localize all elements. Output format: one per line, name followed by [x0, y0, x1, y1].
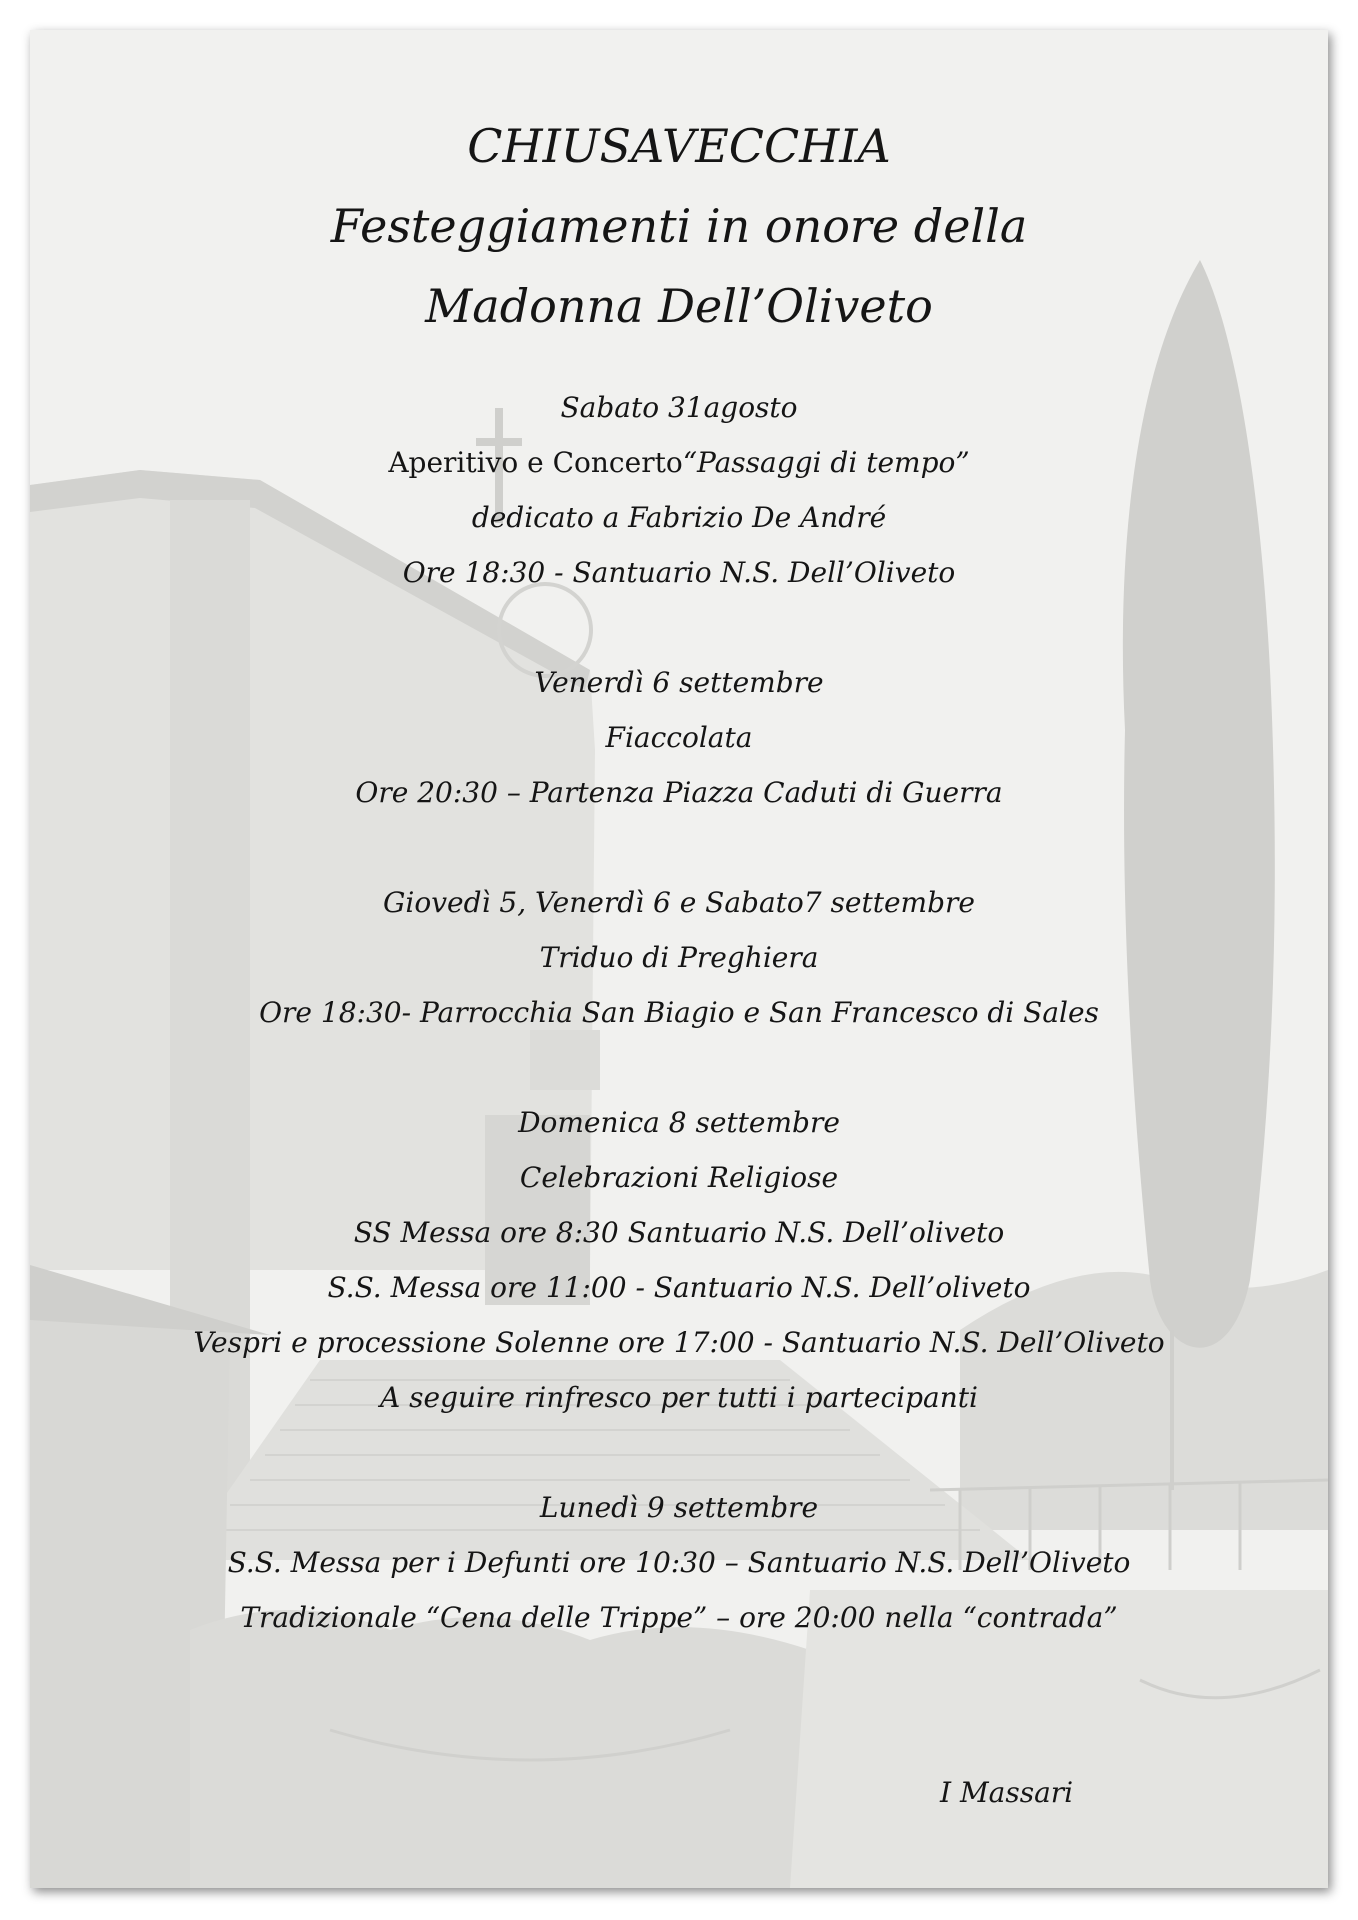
event1-time-place: Ore 18:30 - Santuario N.S. Dell’Oliveto	[402, 556, 956, 589]
event5-day: Lunedì 9 settembre	[539, 1491, 819, 1524]
event1-concert-prefix: Aperitivo e Concerto	[388, 446, 683, 479]
signature: I Massari	[940, 1776, 1074, 1809]
event3-days: Giovedì 5, Venerdì 6 e Sabato7 settembre	[383, 886, 975, 919]
event1-concert-title: “Passaggi di tempo”	[682, 446, 970, 479]
event4-mass-late-morning: S.S. Messa ore 11:00 - Santuario N.S. Dell’oliveto	[327, 1271, 1031, 1304]
event3-time-place: Ore 18:30- Parrocchia San Biagio e San Francesco di Sales	[259, 996, 1099, 1029]
event2-time-place: Ore 20:30 – Partenza Piazza Caduti di Guerra	[355, 776, 1003, 809]
event4-refreshment: A seguire rinfresco per tutti i partecipanti	[380, 1381, 978, 1414]
event4-vespers: Vespri e processione Solenne ore 17:00 - Santuario N.S. Dell’Oliveto	[193, 1326, 1165, 1359]
event1-dedication: dedicato a Fabrizio De André	[471, 501, 887, 534]
title-festivities: Festeggiamenti in onore della	[330, 199, 1028, 253]
event2-name: Fiaccolata	[605, 721, 753, 754]
poster-sheet	[30, 30, 1328, 1888]
event4-day: Domenica 8 settembre	[518, 1106, 840, 1139]
title-madonna: Madonna Dell’Oliveto	[425, 279, 933, 333]
title-town: CHIUSAVECCHIA	[467, 119, 891, 173]
event2-day: Venerdì 6 settembre	[534, 666, 824, 699]
event1-day: Sabato 31agosto	[560, 391, 798, 424]
event3-name: Triduo di Preghiera	[539, 941, 819, 974]
event4-name: Celebrazioni Religiose	[519, 1161, 839, 1194]
event5-dinner: Tradizionale “Cena delle Trippe” – ore 20:00 nella “contrada”	[240, 1601, 1118, 1634]
poster-text	[30, 30, 1328, 1888]
event4-mass-morning: SS Messa ore 8:30 Santuario N.S. Dell’oliveto	[353, 1216, 1005, 1249]
event1-concert	[30, 445, 1328, 481]
event5-mass: S.S. Messa per i Defunti ore 10:30 – Santuario N.S. Dell’Oliveto	[227, 1546, 1131, 1579]
